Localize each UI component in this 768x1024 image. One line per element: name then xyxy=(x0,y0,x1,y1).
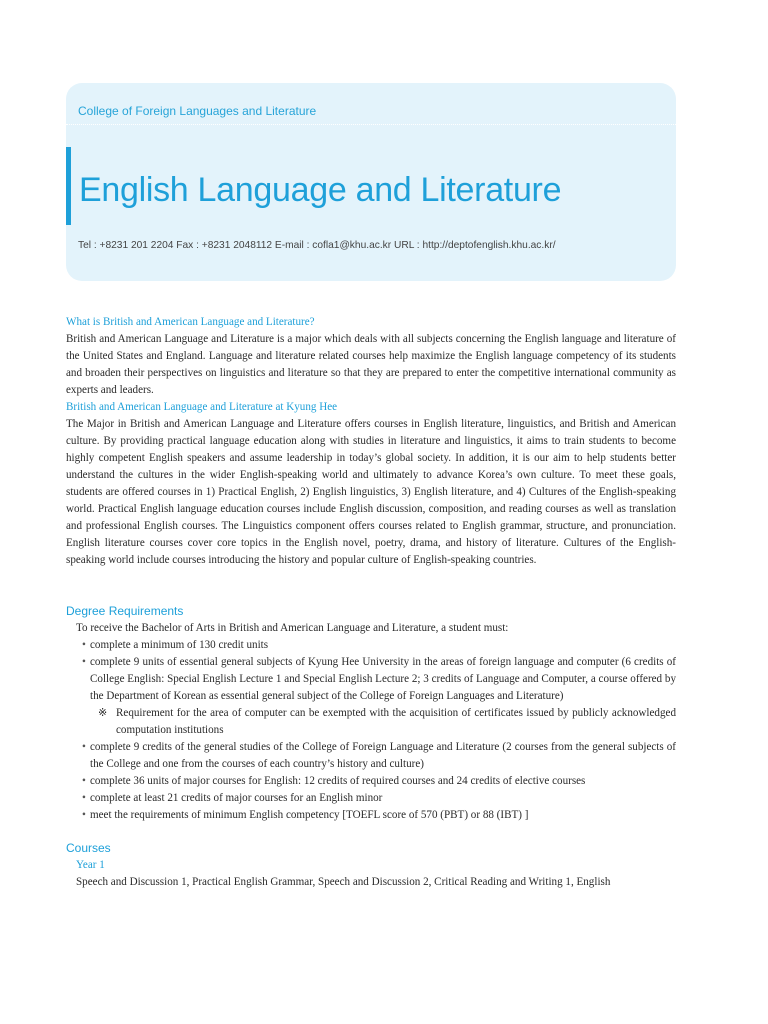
contact-info: Tel : +8231 201 2204 Fax : +8231 2048112 E-mail : cofla1@khu.ac.kr URL : http://deptofenglish.khu.ac.kr/ xyxy=(78,240,556,251)
degree-intro: To receive the Bachelor of Arts in British and American Language and Literature, a student must: xyxy=(76,622,509,634)
college-name: College of Foreign Languages and Literature xyxy=(78,104,317,118)
year-1-courses: Speech and Discussion 1, Practical English Grammar, Speech and Discussion 2, Critical Reading and Writing 1, English xyxy=(76,876,611,888)
requirement-item: • meet the requirements of minimum English competency [TOEFL score of 570 (PBT) or 88 (IBT) ] xyxy=(82,807,676,824)
section-body-what-is: British and American Language and Literature is a major which deals with all subjects concerning the English language and literature of the United States and England. Language and literature related courses help maximize the English language competency of its students and broaden their perspectives on linguistics and literature so that they are prepared to enter the competitive international community as experts and leaders. xyxy=(66,333,676,396)
requirement-item: • complete 9 credits of the general studies of the College of Foreign Language and Literature (2 courses from the general subjects of the College and one from the courses of each country’s history and culture) xyxy=(82,739,676,773)
requirement-note xyxy=(82,705,676,739)
requirement-item: • complete at least 21 credits of major courses for an English minor xyxy=(82,790,676,807)
main-content xyxy=(66,314,676,891)
courses-heading: Courses xyxy=(66,841,111,855)
year-1-label: Year 1 xyxy=(76,859,105,871)
header-divider xyxy=(66,124,676,125)
requirements-list xyxy=(66,637,676,824)
title-accent-bar xyxy=(66,147,71,225)
section-heading-at-kyung-hee: British and American Language and Literature at Kyung Hee xyxy=(66,401,338,413)
requirement-item: • complete 36 units of major courses for English: 12 credits of required courses and 24 credits of elective courses xyxy=(82,773,676,790)
degree-requirements-heading: Degree Requirements xyxy=(66,604,184,618)
page-title: English Language and Literature xyxy=(79,171,562,209)
note-text: Requirement for the area of computer can be exempted with the acquisition of certificates issued by publicly acknowledged computation institutions xyxy=(116,707,676,736)
requirement-item: • complete 9 units of essential general subjects of Kyung Hee University in the areas of foreign language and computer (6 credits of College English: Special English Lecture 1 and Special English Lecture 2; 3 credits of Language and Computer, a course offered by the Department of Korean as essential general subject of the College of Foreign Languages and Literature) xyxy=(82,654,676,705)
note-mark: ※ xyxy=(98,707,108,719)
section-heading-what-is: What is British and American Language and Literature? xyxy=(66,316,315,328)
section-body-at-kyung-hee: The Major in British and American Language and Literature offers courses in English literature, linguistics, and British and American culture. By providing practical language education along with studies in literature and linguistics, it aims to train students to become highly competent English speakers and assume leadership in today’s global society. In addition, it is our aim to help students better understand the cultures in the wider English-speaking world and ultimately to advance Korea’s own culture. To meet these goals, students are offered courses in 1) Practical English, 2) English linguistics, 3) English literature, and 4) Cultures of the English-speaking world. Practical English language education courses include English discussion, composition, and reading courses as well as translation and professional English courses. The Linguistics component offers courses related to English grammar, structure, and pronunciation. English literature courses cover core topics in the English novel, poetry, drama, and history of literature. Cultures of the English-speaking world include courses introducing the history and popular culture of English-speaking countries. xyxy=(66,418,676,566)
header-box xyxy=(66,83,676,281)
requirement-item: • complete a minimum of 130 credit units xyxy=(82,637,676,654)
